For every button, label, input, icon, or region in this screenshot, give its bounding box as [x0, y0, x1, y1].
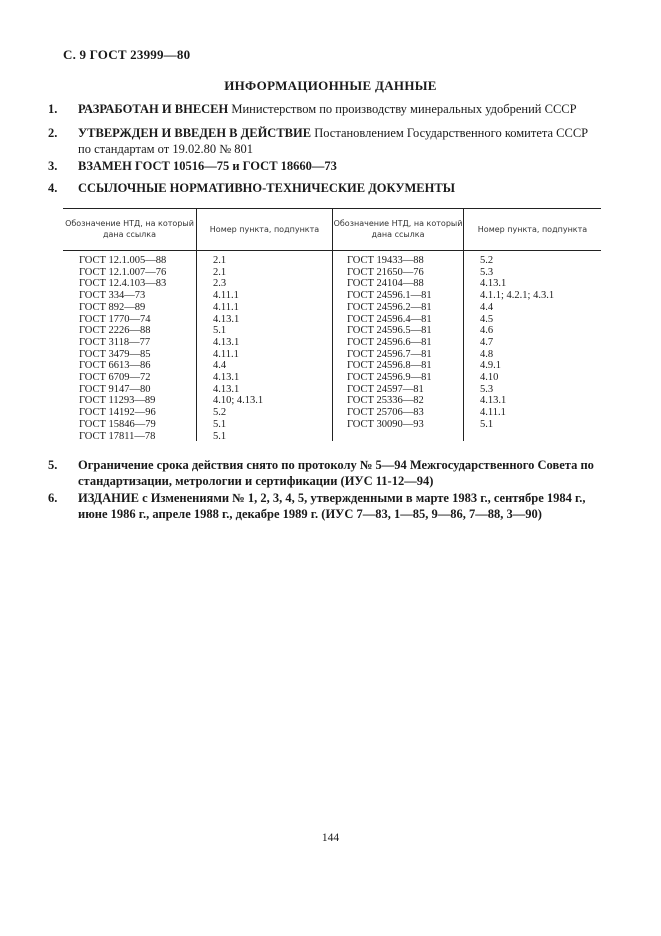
table-cell-clause: 4.1.1; 4.2.1; 4.3.1 — [480, 290, 555, 302]
table-cell-doc: ГОСТ 15846—79 — [79, 418, 156, 430]
table-cell-doc: ГОСТ 6709—72 — [79, 372, 151, 384]
table-cell-clause: 2.3 — [213, 278, 227, 290]
table-cell-doc: ГОСТ 3118—77 — [79, 336, 151, 348]
table-cell-clause: 4.5 — [480, 313, 494, 325]
table-cell-doc: ГОСТ 11293—89 — [79, 395, 156, 407]
info-item-6 — [48, 490, 603, 522]
table-cell-doc: ГОСТ 24596.1—81 — [347, 290, 432, 302]
item-number: 5. — [48, 458, 58, 472]
table-cell-clause: 4.13.1 — [213, 372, 240, 384]
table-cell-doc: ГОСТ 24596.6—81 — [347, 336, 432, 348]
table-cell-clause: 5.1 — [480, 418, 494, 430]
table-cell-clause: 4.7 — [480, 336, 494, 348]
table-cell-clause: 4.13.1 — [213, 383, 240, 395]
table-cell-clause: 5.3 — [480, 266, 494, 278]
table-cell-clause: 4.6 — [480, 325, 494, 337]
item-text: Постановлением Государственного комитета СССР по стандартам от 19.02.80 № 801 — [78, 126, 589, 156]
item-bold-text: ССЫЛОЧНЫЕ НОРМАТИВНО-ТЕХНИЧЕСКИЕ ДОКУМЕНТЫ — [78, 181, 455, 195]
item-number: 2. — [48, 126, 58, 140]
item-bold-text: ИЗДАНИЕ с Изменениями № 1, 2, 3, 4, 5, утвержденными в марте 1983 г., сентябре 1984 г., июне 1986 г., апреле 1988 г., декабре 1989 г. (ИУС 7—83, 1—85, 9—86, 7—88, 3—90) — [78, 491, 586, 521]
table-cell-doc: ГОСТ 19433—88 — [347, 255, 424, 266]
table-cell-doc: ГОСТ 24596.7—81 — [347, 348, 432, 360]
table-cell-clause: 4.11.1 — [480, 407, 506, 419]
table-cell-doc: ГОСТ 24596.8—81 — [347, 360, 432, 372]
table-cell-clause: 4.10; 4.13.1 — [213, 395, 264, 407]
table-header-doc-right: Обозначение НТД, на который дана ссылка — [333, 219, 463, 239]
item-bold-text: Ограничение срока действия снято по протоколу № 5—94 Межгосударственного Совета по стандартизации, метрологии и сертификации (ИУС 11-12—94) — [78, 458, 594, 488]
table-cell-doc: ГОСТ 6613—86 — [79, 360, 151, 372]
table-header-doc-left: Обозначение НТД, на который дана ссылка — [65, 219, 194, 239]
table-cell-clause: 4.13.1 — [480, 278, 507, 290]
table-cell-clause: 2.1 — [213, 266, 227, 278]
section-title: ИНФОРМАЦИОННЫЕ ДАННЫЕ — [224, 78, 437, 93]
info-item-4 — [48, 180, 603, 196]
table-cell-doc: ГОСТ 24597—81 — [347, 383, 424, 395]
table-cell-doc: ГОСТ 24596.2—81 — [347, 301, 432, 313]
table-cell-clause: 5.1 — [213, 325, 227, 337]
table-cell-doc: ГОСТ 30090—93 — [347, 418, 424, 430]
table-cell-doc: ГОСТ 12.4.103—83 — [79, 278, 167, 290]
table-cell-doc: ГОСТ 9147—80 — [79, 383, 151, 395]
table-cell-doc: ГОСТ 25336—82 — [347, 395, 424, 407]
right-clause-column — [480, 255, 554, 431]
table-cell-clause: 5.2 — [213, 407, 227, 419]
table-cell-doc: ГОСТ 334—73 — [79, 290, 146, 302]
table-cell-clause: 2.1 — [213, 255, 227, 266]
table-cell-doc: ГОСТ 24104—88 — [347, 278, 424, 290]
table-cell-clause: 4.13.1 — [213, 313, 240, 325]
info-item-1 — [48, 101, 603, 117]
table-cell-doc: ГОСТ 14192—96 — [79, 407, 156, 419]
table-cell-clause: 4.8 — [480, 348, 494, 360]
table-cell-doc: ГОСТ 24596.4—81 — [347, 313, 432, 325]
table-cell-clause: 4.4 — [480, 301, 494, 313]
table-cell-clause: 4.13.1 — [213, 336, 240, 348]
table-cell-clause: 5.3 — [480, 383, 494, 395]
table-cell-clause: 4.10 — [480, 372, 499, 384]
page-number: 144 — [321, 832, 340, 844]
item-number: 6. — [48, 491, 58, 505]
table-cell-clause: 5.1 — [213, 418, 227, 430]
table-cell-clause: 4.4 — [213, 360, 227, 372]
table-cell-clause: 4.11.1 — [213, 290, 239, 302]
item-number: 4. — [48, 181, 58, 195]
table-cell-clause: 5.1 — [213, 430, 227, 442]
table-cell-clause: 5.2 — [480, 255, 494, 266]
item-bold-text: ВЗАМЕН ГОСТ 10516—75 и ГОСТ 18660—73 — [78, 159, 337, 173]
table-cell-doc: ГОСТ 25706—83 — [347, 407, 424, 419]
item-number: 1. — [48, 102, 58, 116]
table-cell-doc: ГОСТ 892—89 — [79, 301, 146, 313]
table-cell-doc: ГОСТ 3479—85 — [79, 348, 151, 360]
table-cell-doc: ГОСТ 1770—74 — [79, 313, 151, 325]
item-bold-text: РАЗРАБОТАН И ВНЕСЕН — [78, 102, 229, 116]
right-doc-column — [347, 255, 432, 431]
table-cell-doc: ГОСТ 24596.9—81 — [347, 372, 432, 384]
page-header: С. 9 ГОСТ 23999—80 — [63, 47, 191, 62]
info-item-3 — [48, 158, 603, 174]
table-cell-doc: ГОСТ 24596.5—81 — [347, 325, 432, 337]
left-clause-column — [213, 255, 263, 442]
table-cell-clause: 4.9.1 — [480, 360, 501, 372]
table-cell-doc: ГОСТ 21650—76 — [347, 266, 424, 278]
table-cell-doc: ГОСТ 12.1.005—88 — [79, 255, 167, 266]
item-bold-text: УТВЕРЖДЕН И ВВЕДЕН В ДЕЙСТВИЕ — [78, 126, 312, 140]
info-item-5 — [48, 457, 603, 489]
item-number: 3. — [48, 159, 58, 173]
table-cell-doc: ГОСТ 2226—88 — [79, 325, 151, 337]
table-cell-clause: 4.11.1 — [213, 348, 239, 360]
table-header-clause-right: Номер пункта, подпункта — [477, 224, 588, 234]
left-doc-column — [79, 255, 166, 442]
table-header-clause-left: Номер пункта, подпункта — [209, 224, 320, 234]
table-cell-doc: ГОСТ 17811—78 — [79, 430, 156, 442]
table-cell-clause: 4.13.1 — [480, 395, 507, 407]
table-cell-doc: ГОСТ 12.1.007—76 — [79, 266, 167, 278]
item-text: Министерством по производству минеральных удобрений СССР — [228, 102, 577, 116]
info-item-2 — [48, 125, 603, 157]
table-cell-clause: 4.11.1 — [213, 301, 239, 313]
